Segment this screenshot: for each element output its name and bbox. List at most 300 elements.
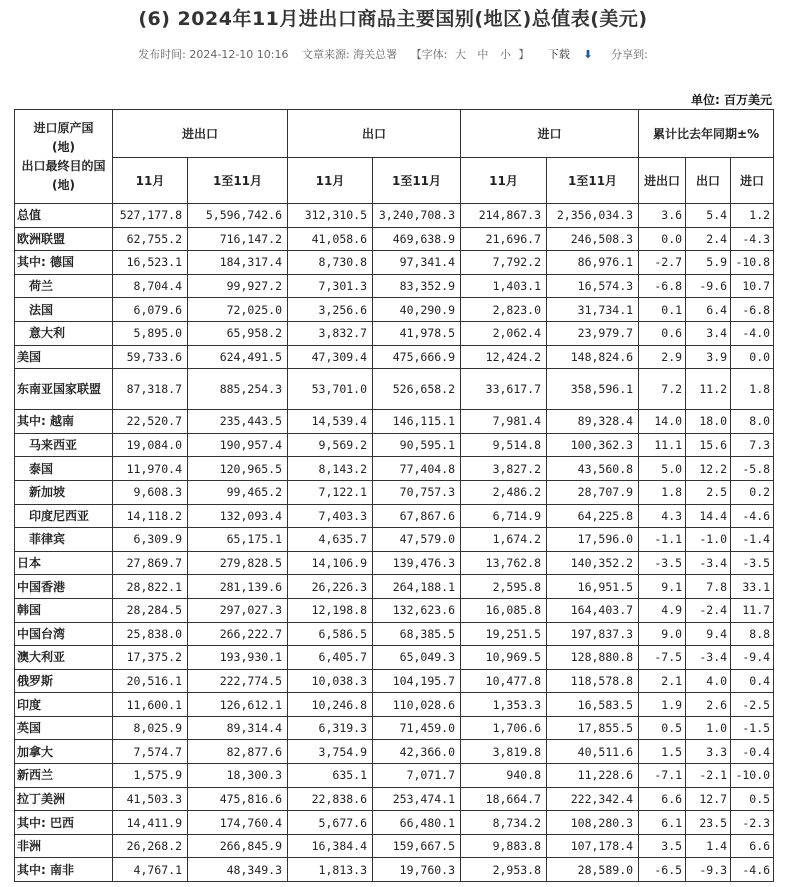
value-cell: 18,664.7 [461,787,547,811]
table-row [15,321,774,345]
value-cell: 43,560.8 [547,457,639,481]
value-cell: 2.9 [639,345,686,369]
value-cell: 11,600.1 [113,693,188,717]
value-cell: 15.6 [686,433,731,457]
value-cell: 4.0 [686,669,731,693]
value-cell: 6.6 [639,787,686,811]
region-name: 印度 [15,693,113,717]
value-cell: 5.0 [639,457,686,481]
value-cell: 97,341.4 [373,251,461,275]
value-cell: 5.9 [686,251,731,275]
value-cell: 17,596.0 [547,528,639,552]
value-cell: 83,352.9 [373,274,461,298]
value-cell: 4.9 [639,598,686,622]
table-row [15,834,774,858]
value-cell: 1,575.9 [113,764,188,788]
value-cell: 16,951.5 [547,575,639,599]
value-cell: 3,754.9 [288,740,373,764]
value-cell: 1.5 [639,740,686,764]
value-cell: 4,635.7 [288,528,373,552]
value-cell: 20,516.1 [113,669,188,693]
value-cell: 14,118.2 [113,504,188,528]
value-cell: 10,969.5 [461,646,547,670]
value-cell: 0.5 [731,787,774,811]
value-cell: 193,930.1 [188,646,288,670]
header-yoy-export: 出口 [686,158,731,204]
value-cell: -1.1 [639,528,686,552]
region-name: 马来西亚 [15,433,113,457]
value-cell: 11.1 [639,433,686,457]
value-cell: 139,476.3 [373,551,461,575]
value-cell: 279,828.5 [188,551,288,575]
value-cell: 7.3 [731,433,774,457]
value-cell: 358,596.1 [547,369,639,410]
table-row [15,227,774,251]
value-cell: 10.7 [731,274,774,298]
value-cell: 28,822.1 [113,575,188,599]
value-cell: 0.5 [639,716,686,740]
region-name: 拉丁美洲 [15,787,113,811]
value-cell: 184,317.4 [188,251,288,275]
table-row [15,274,774,298]
header-import-nov: 11月 [461,158,547,204]
value-cell: 107,178.4 [547,834,639,858]
value-cell: -5.8 [731,457,774,481]
value-cell: 164,403.7 [547,598,639,622]
value-cell: -2.7 [639,251,686,275]
corner-header-line4: (地) [52,177,75,192]
region-name: 美国 [15,345,113,369]
value-cell: 25,838.0 [113,622,188,646]
table-row [15,669,774,693]
value-cell: 3.9 [686,345,731,369]
value-cell: 1.2 [731,204,774,228]
value-cell: 23.5 [686,811,731,835]
table-row [15,764,774,788]
header-export: 出口 [288,110,461,158]
region-name: 韩国 [15,598,113,622]
table-row [15,693,774,717]
value-cell: 47,579.0 [373,528,461,552]
value-cell: 526,658.2 [373,369,461,410]
value-cell: 28,589.0 [547,858,639,882]
value-cell: 41,978.5 [373,321,461,345]
value-cell: 41,058.6 [288,227,373,251]
value-cell: 7.8 [686,575,731,599]
value-cell: 1,674.2 [461,528,547,552]
value-cell: 17,855.5 [547,716,639,740]
region-name: 中国香港 [15,575,113,599]
value-cell: 624,491.5 [188,345,288,369]
value-cell: 7,792.2 [461,251,547,275]
value-cell: 6,405.7 [288,646,373,670]
value-cell: -9.4 [731,646,774,670]
region-name: 荷兰 [15,274,113,298]
value-cell: 264,188.1 [373,575,461,599]
value-cell: 140,352.2 [547,551,639,575]
value-cell: 6,714.9 [461,504,547,528]
region-name: 其中: 德国 [15,251,113,275]
value-cell: 11,228.6 [547,764,639,788]
value-cell: 64,225.8 [547,504,639,528]
value-cell: 82,877.6 [188,740,288,764]
value-cell: -3.5 [639,551,686,575]
value-cell: 47,309.4 [288,345,373,369]
value-cell: 214,867.3 [461,204,547,228]
region-name: 意大利 [15,321,113,345]
value-cell: 281,139.6 [188,575,288,599]
value-cell: 2.4 [686,227,731,251]
value-cell: 19,084.0 [113,433,188,457]
value-cell: 68,385.5 [373,622,461,646]
value-cell: 108,280.3 [547,811,639,835]
value-cell: 11.2 [686,369,731,410]
value-cell: 2,486.2 [461,480,547,504]
value-cell: 1.4 [686,834,731,858]
table-body [15,204,774,882]
value-cell: 31,734.1 [547,298,639,322]
download-button[interactable] [543,48,601,61]
value-cell: -2.5 [731,693,774,717]
value-cell: 174,760.4 [188,811,288,835]
value-cell: 8.0 [731,410,774,434]
value-cell: 10,477.8 [461,669,547,693]
value-cell: -0.4 [731,740,774,764]
value-cell: 1,353.3 [461,693,547,717]
value-cell: 9.0 [639,622,686,646]
value-cell: 41,503.3 [113,787,188,811]
value-cell: 14,539.4 [288,410,373,434]
header-import: 进口 [461,110,639,158]
value-cell: 42,366.0 [373,740,461,764]
value-cell: -2.4 [686,598,731,622]
value-cell: 11,970.4 [113,457,188,481]
value-cell: 22,838.6 [288,787,373,811]
region-name: 其中: 南非 [15,858,113,882]
value-cell: 6,079.6 [113,298,188,322]
header-export-ytd: 1至11月 [373,158,461,204]
value-cell: 12,424.2 [461,345,547,369]
header-import-ytd: 1至11月 [547,158,639,204]
value-cell: 71,459.0 [373,716,461,740]
table-row [15,480,774,504]
region-name: 东南亚国家联盟 [15,369,113,410]
value-cell: 70,757.3 [373,480,461,504]
value-cell: 7,574.7 [113,740,188,764]
value-cell: 14.4 [686,504,731,528]
value-cell: 266,222.7 [188,622,288,646]
publish-time: 发布时间: 2024-12-10 10:16 [138,48,289,61]
value-cell: 16,384.4 [288,834,373,858]
value-cell: 87,318.7 [113,369,188,410]
value-cell: -3.4 [686,551,731,575]
value-cell: 12.2 [686,457,731,481]
value-cell: 3,832.7 [288,321,373,345]
table-row [15,298,774,322]
value-cell: 8,734.2 [461,811,547,835]
value-cell: 59,733.6 [113,345,188,369]
value-cell: 10,246.8 [288,693,373,717]
value-cell: 2,356,034.3 [547,204,639,228]
value-cell: -9.3 [686,858,731,882]
header-trade-nov: 11月 [113,158,188,204]
value-cell: 104,195.7 [373,669,461,693]
region-name: 中国台湾 [15,622,113,646]
table-row [15,457,774,481]
value-cell: 6.4 [686,298,731,322]
value-cell: 146,115.1 [373,410,461,434]
value-cell: 8,730.8 [288,251,373,275]
font-medium-button[interactable]: 中 [477,48,489,61]
value-cell: 8,143.2 [288,457,373,481]
value-cell: 65,958.2 [188,321,288,345]
value-cell: 23,979.7 [547,321,639,345]
value-cell: 89,328.4 [547,410,639,434]
value-cell: 7,122.1 [288,480,373,504]
table-row [15,598,774,622]
value-cell: 48,349.3 [188,858,288,882]
value-cell: 0.0 [731,345,774,369]
value-cell: 475,816.6 [188,787,288,811]
font-size-control [411,48,533,61]
value-cell: 635.1 [288,764,373,788]
value-cell: 6,309.9 [113,528,188,552]
article-meta [0,46,786,62]
value-cell: -3.5 [731,551,774,575]
value-cell: -1.4 [731,528,774,552]
region-name: 菲律宾 [15,528,113,552]
value-cell: 26,268.2 [113,834,188,858]
table-row [15,345,774,369]
region-name: 总值 [15,204,113,228]
value-cell: -1.5 [731,716,774,740]
table-row [15,528,774,552]
value-cell: 222,342.4 [547,787,639,811]
value-cell: 18,300.3 [188,764,288,788]
value-cell: 2.6 [686,693,731,717]
value-cell: 7,071.7 [373,764,461,788]
value-cell: 2,953.8 [461,858,547,882]
value-cell: 8.8 [731,622,774,646]
value-cell: 2,062.4 [461,321,547,345]
value-cell: -2.3 [731,811,774,835]
table-row [15,204,774,228]
value-cell: 99,927.2 [188,274,288,298]
value-cell: 9,514.8 [461,433,547,457]
region-name: 欧洲联盟 [15,227,113,251]
table-row [15,410,774,434]
value-cell: -4.6 [731,504,774,528]
region-name: 其中: 越南 [15,410,113,434]
value-cell: 99,465.2 [188,480,288,504]
value-cell: 6.1 [639,811,686,835]
value-cell: 940.8 [461,764,547,788]
value-cell: 72,025.0 [188,298,288,322]
value-cell: 235,443.5 [188,410,288,434]
font-small-button[interactable]: 小 [499,48,511,61]
download-arrow-icon: ⬇ [583,48,593,61]
header-export-nov: 11月 [288,158,373,204]
value-cell: 266,845.9 [188,834,288,858]
value-cell: 3.3 [686,740,731,764]
value-cell: 77,404.8 [373,457,461,481]
value-cell: 65,049.3 [373,646,461,670]
value-cell: 5.4 [686,204,731,228]
value-cell: 6.6 [731,834,774,858]
value-cell: 469,638.9 [373,227,461,251]
table-row [15,551,774,575]
font-large-button[interactable]: 大 [454,48,466,61]
table-row [15,740,774,764]
value-cell: 16,085.8 [461,598,547,622]
value-cell: 4,767.1 [113,858,188,882]
corner-header-line2: (地) [52,139,75,154]
value-cell: 40,511.6 [547,740,639,764]
value-cell: 7,301.3 [288,274,373,298]
value-cell: -10.8 [731,251,774,275]
value-cell: 12,198.8 [288,598,373,622]
value-cell: 19,760.3 [373,858,461,882]
header-yoy: 累计比去年同期±% [639,110,774,158]
value-cell: 90,595.1 [373,433,461,457]
value-cell: 885,254.3 [188,369,288,410]
value-cell: 89,314.4 [188,716,288,740]
table-row [15,575,774,599]
value-cell: 2,595.8 [461,575,547,599]
table-row [15,622,774,646]
trade-value-table [14,109,774,882]
value-cell: 16,523.1 [113,251,188,275]
region-name: 澳大利亚 [15,646,113,670]
value-cell: 5,677.6 [288,811,373,835]
value-cell: 159,667.5 [373,834,461,858]
region-name: 泰国 [15,457,113,481]
region-name: 加拿大 [15,740,113,764]
value-cell: 27,869.7 [113,551,188,575]
value-cell: 28,284.5 [113,598,188,622]
value-cell: -7.5 [639,646,686,670]
value-cell: 14,411.9 [113,811,188,835]
value-cell: 1,706.6 [461,716,547,740]
value-cell: 246,508.3 [547,227,639,251]
value-cell: 7,403.3 [288,504,373,528]
value-cell: 297,027.3 [188,598,288,622]
value-cell: 5,596,742.6 [188,204,288,228]
article-source: 文章来源: 海关总署 [301,48,398,61]
value-cell: 3,819.8 [461,740,547,764]
value-cell: 12.7 [686,787,731,811]
value-cell: 3.6 [639,204,686,228]
value-cell: 0.0 [639,227,686,251]
region-name: 法国 [15,298,113,322]
value-cell: 17,375.2 [113,646,188,670]
value-cell: 8,025.9 [113,716,188,740]
value-cell: 253,474.1 [373,787,461,811]
value-cell: 5,895.0 [113,321,188,345]
value-cell: 118,578.8 [547,669,639,693]
value-cell: -6.8 [731,298,774,322]
value-cell: 0.2 [731,480,774,504]
value-cell: 14.0 [639,410,686,434]
value-cell: 3,240,708.3 [373,204,461,228]
value-cell: 6,586.5 [288,622,373,646]
value-cell: 475,666.9 [373,345,461,369]
table-row [15,716,774,740]
value-cell: 148,824.6 [547,345,639,369]
value-cell: 222,774.5 [188,669,288,693]
value-cell: 2.1 [639,669,686,693]
table-row [15,858,774,882]
value-cell: 9.1 [639,575,686,599]
corner-header [15,110,113,204]
value-cell: -9.6 [686,274,731,298]
value-cell: 28,707.9 [547,480,639,504]
value-cell: 128,880.8 [547,646,639,670]
value-cell: 7,981.4 [461,410,547,434]
value-cell: 11.7 [731,598,774,622]
value-cell: 1.0 [686,716,731,740]
share-label: 分享到: [611,48,648,61]
region-name: 日本 [15,551,113,575]
value-cell: -4.3 [731,227,774,251]
value-cell: 1.8 [731,369,774,410]
value-cell: 2.5 [686,480,731,504]
value-cell: 65,175.1 [188,528,288,552]
value-cell: -3.4 [686,646,731,670]
table-row [15,646,774,670]
font-size-label-open: 【字体: [410,48,448,61]
region-name: 新加坡 [15,480,113,504]
table-row [15,433,774,457]
value-cell: 3,827.2 [461,457,547,481]
value-cell: 40,290.9 [373,298,461,322]
value-cell: 8,704.4 [113,274,188,298]
header-yoy-import: 进口 [731,158,774,204]
value-cell: 4.3 [639,504,686,528]
value-cell: -4.0 [731,321,774,345]
value-cell: -4.6 [731,858,774,882]
value-cell: 21,696.7 [461,227,547,251]
value-cell: 1.8 [639,480,686,504]
region-name: 新西兰 [15,764,113,788]
value-cell: 18.0 [686,410,731,434]
value-cell: 9.4 [686,622,731,646]
table-row [15,504,774,528]
value-cell: 67,867.6 [373,504,461,528]
value-cell: 22,520.7 [113,410,188,434]
value-cell: -6.8 [639,274,686,298]
value-cell: 312,310.5 [288,204,373,228]
page-title: (6) 2024年11月进出口商品主要国别(地区)总值表(美元) [138,8,648,30]
value-cell: -2.1 [686,764,731,788]
value-cell: 197,837.3 [547,622,639,646]
value-cell: 62,755.2 [113,227,188,251]
download-label: 下载 [547,48,570,61]
value-cell: 126,612.1 [188,693,288,717]
value-cell: 3.4 [686,321,731,345]
font-size-label-close: 】 [518,48,530,61]
value-cell: 16,583.5 [547,693,639,717]
value-cell: 2,823.0 [461,298,547,322]
region-name: 英国 [15,716,113,740]
region-name: 印度尼西亚 [15,504,113,528]
value-cell: 7.2 [639,369,686,410]
header-trade-ytd: 1至11月 [188,158,288,204]
region-name: 俄罗斯 [15,669,113,693]
value-cell: 53,701.0 [288,369,373,410]
corner-header-line1: 进口原产国 [33,120,94,135]
table-row [15,251,774,275]
